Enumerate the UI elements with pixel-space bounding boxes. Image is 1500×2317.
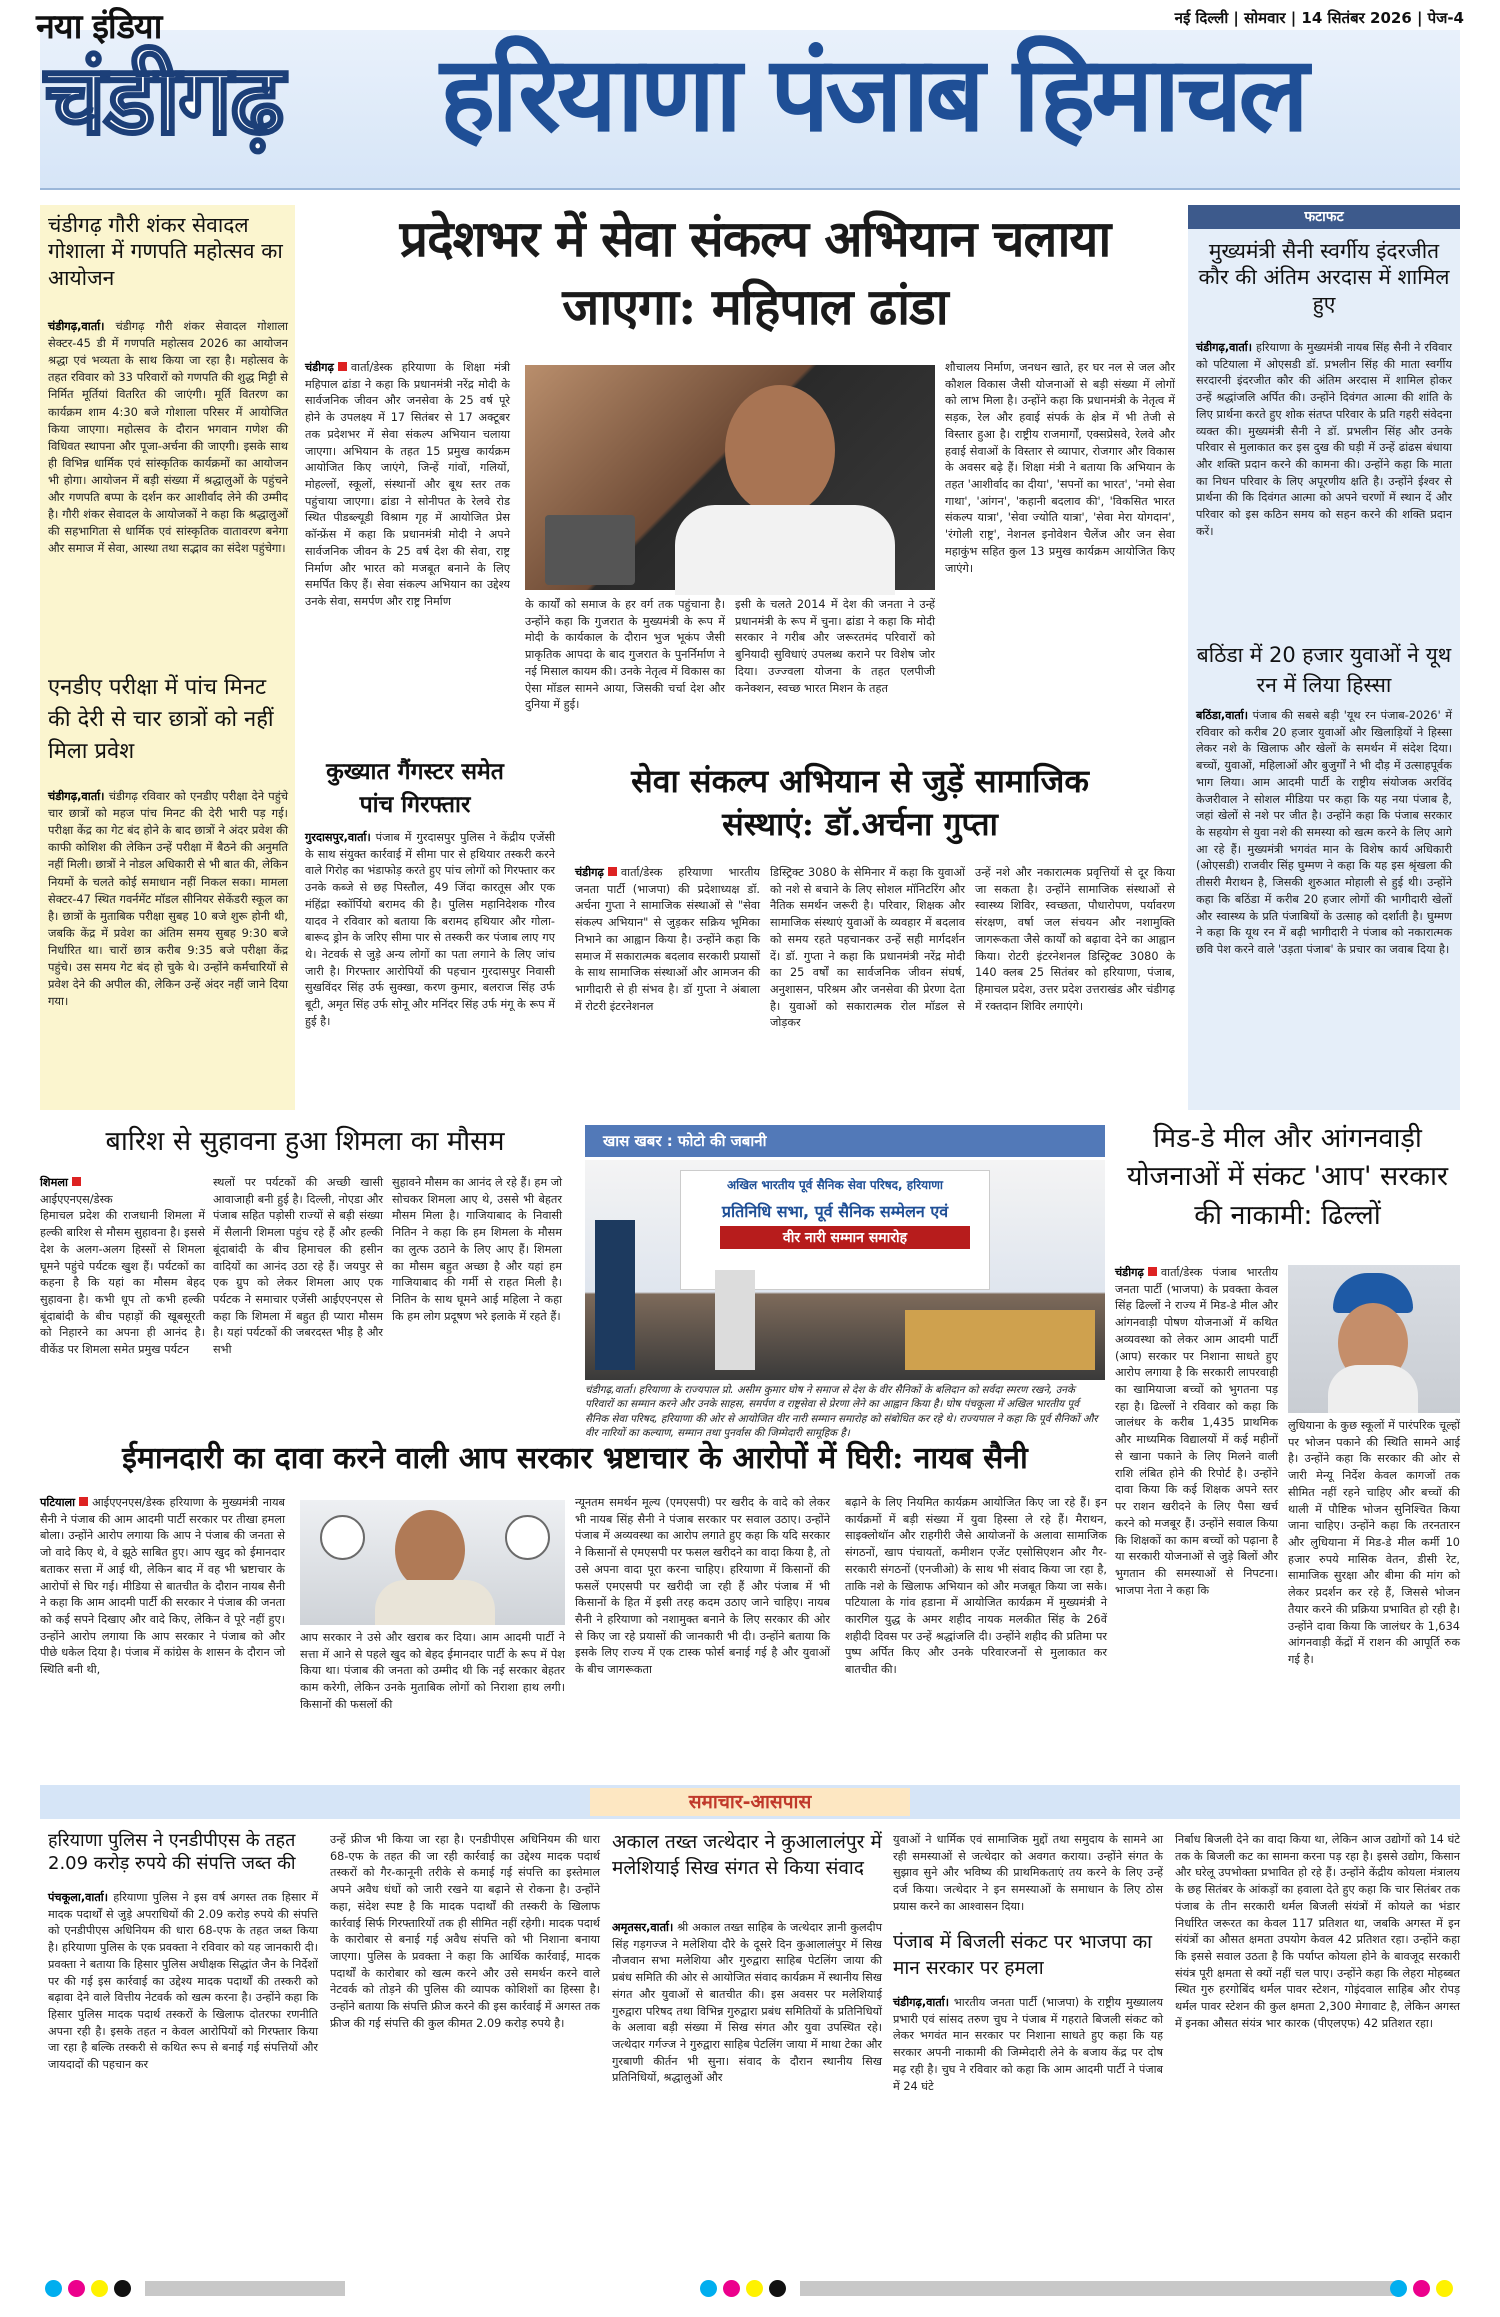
article-text: पंजाब की सबसे बड़ी 'यूथ रन पंजाब-2026' में रविवार को करीब 20 हजार युवाओं और खिलाड़ियों ने हिस्सा लेकर नशे के खिलाफ और खेलों के समर्थन में संदेश दिया। बच्चों, युवाओं, महिलाओं और बुजुर्गों ने भी दौड़ में उत्साहपूर्वक भाग लिया। आम आदमी पार्टी के राष्ट्रीय संयोजक अरविंद केजरीवाल ने सोशल मीडिया पर कहा कि यह नया पंजाब है, जहां खेलों से नशे पर जीत है। उन्होंने कहा कि पंजाब सरकार के सहयोग से युवा नशे की समस्या को खत्म करने के लिए आगे आ रहे हैं। मुख्यमंत्री भगवंत मान के विशेष कार्य अधिकारी (ओएसडी) राजवीर सिंह घुम्मण ने कहा कि यह इस श्रृंखला की तीसरी मैराथन है, जिसकी शुरुआत मोहाली से हुई थी। उन्होंने कहा कि बठिंडा में करीब 20 हजार लोगों की भागीदारी खेलों और स्वास्थ्य के प्रति पंजाबियों के उत्साह को दर्शाती है। घुम्मण ने कहा कि यूथ रन में बढ़ी भागीदारी ने पंजाब को नकारात्मक छवि पेश करने वाले 'उड़ता पंजाब' के प्रचार का जवाब दिया है। — [1196, 709, 1452, 957]
dateline-tag: चंडीगढ़,वार्ता। — [1196, 341, 1253, 354]
red-square-bullet-icon — [338, 362, 347, 371]
dateline-tag: चंडीगढ़,वार्ता। — [48, 789, 105, 803]
article-headline: एनडीए परीक्षा में पांच मिनट की देरी से चार छात्रों को नहीं मिला प्रवेश — [48, 675, 274, 764]
photo-caption: चंडीगढ़,वार्ता। हरियाणा के राज्यपाल प्रो. असीम कुमार घोष ने समाज से देश के वीर सैनिकों के बलिदान को सर्वदा स्मरण रखने, उनके परिवारों का सम्मान करने और उनके साहस, समर्पण व राष्ट्रसेवा से प्रेरणा लेने का आह्वान किया है। घोष पंचकूला में अखिल भारतीय पूर्व सैनिक सेवा परिषद, हरियाणा की ओर से आयोजित वीर नारी सम्मान समारोह को संबोधित कर रहे थे। राज्यपाल ने कहा कि पूर्व सैनिकों और वीर नारियों का कल्याण, सम्मान तथा पुनर्वास की जिम्मेदारी सामूहिक है। — [585, 1384, 1098, 1440]
article-text: हरियाणा के मुख्यमंत्री नायब सिंह सैनी ने रविवार को पटियाला में ओएसडी डॉ. प्रभलीन सिंह की माता स्वर्गीय सरदारनी इंदरजीत कौर की अंतिम अरदास में शामिल होकर उन्हें श्रद्धांजलि अर्पित की। उन्होंने दिवंगत आत्मा की शांति के लिए प्रार्थना करते हुए शोक संतप्त परिवार के प्रति गहरी संवेदना व्यक्त की। मुख्यमंत्री सैनी ने डॉ. प्रभलीन सिंह और उनके परिवार से मुलाकात कर इस दुख की घड़ी में उन्हें ढांढस बंधाया और शक्ति प्रदान करने की कामना की। उन्होंने कहा कि माता का निधन परिवार के लिए अपूरणीय क्षति है। उन्होंने ईश्वर से प्रार्थना की कि दिवंगत आत्मा को अपने चरणों में स्थान दें और परिवार को इस कठिन समय को सहन करने की शक्ति प्रदान करें। — [1196, 341, 1453, 538]
article-body: स्थलों पर पर्यटकों की अच्छी खासी आवाजाही बनी हुई है। दिल्ली, नोएडा और पंजाब सहित पड़ोसी राज्यों से बड़ी संख्या में सैलानी शिमला पहुंच रहे हैं और हल्की बूंदाबांदी के बीच हिमाचल की हसीन वादियों का आनंद उठा रहे हैं। जयपुर से एक ग्रुप को लेकर शिमला आए एक पर्यटक ने समाचार एजेंसी आईएएनएस से कहा कि शिमला में बहुत ही प्यारा मौसम है। यहां पर्यटकों की जबरदस्त भीड़ है और सभी — [213, 1176, 383, 1357]
article-headline: पंजाब में बिजली संकट पर भाजपा का मान सरकार पर हमला — [893, 1931, 1153, 1979]
article-body: के कार्यों को समाज के हर वर्ग तक पहुंचाना है। उन्होंने कहा कि गुजरात के मुख्यमंत्री के रूप में मोदी के कार्यकाल के दौरान भुज भूकंप जैसी प्राकृतिक आपदा के बाद गुजरात के पुनर्निर्माण ने नई मिसाल कायम की। उनके नेतृत्व में विकास का ऐसा मॉडल सामने आया, जिसकी चर्चा देश और दुनिया में हुई। — [525, 598, 725, 712]
article-body: इसी के चलते 2014 में देश की जनता ने उन्हें प्रधानमंत्री के रूप में चुना। ढांडा ने कहा कि मोदी सरकार ने गरीब और जरूरतमंद परिवारों को बुनियादी सुविधाएं उपलब्ध कराने पर विशेष जोर दिया। उज्ज्वला योजना के तहत एलपीजी कनेक्शन, स्वच्छ भारत मिशन के तहत — [735, 598, 935, 695]
dateline-tag: चंडीगढ़,वार्ता। — [48, 319, 105, 333]
article-headline: सेवा संकल्प अभियान से जुड़ें सामाजिक संस्थाएं: डॉ.अर्चना गुप्ता — [631, 762, 1089, 844]
article-headline: चंडीगढ़ गौरी शंकर सेवादल गोशाला में गणपति महोत्सव का आयोजन — [48, 213, 283, 290]
article-body: लुधियाना के कुछ स्कूलों में पारंपरिक चूल्हों पर भोजन पकाने की स्थिति सामने आई है। उन्होंने कहा कि सरकार की ओर से जारी मेन्यू निर्देश केवल कागजों तक सीमित नहीं रहने चाहिए और बच्चों की थाली में पौष्टिक भोजन सुनिश्चित किया जाना चाहिए। उन्होंने कहा कि तरनतारन और लुधियाना में मिड-डे मील कर्मी 10 हजार रुपये मासिक वेतन, डीसी रेट, सामाजिक सुरक्षा और बीमा की मांग को लेकर प्रदर्शन कर रहे हैं, जिससे भोजन तैयार करने की प्रक्रिया प्रभावित हो रही है। उन्होंने दावा किया कि जालंधर के 1,634 आंगनवाड़ी केंद्रों में राशन की आपूर्ति रुक गई है। — [1288, 1419, 1460, 1667]
article-headline: कुख्यात गैंगस्टर समेत पांच गिरफ्तार — [326, 758, 504, 819]
lead-headline: प्रदेशभर में सेवा संकल्प अभियान चलाया जाएगा: महिपाल ढांडा — [399, 209, 1111, 336]
red-square-bullet-icon — [72, 1177, 81, 1186]
section-label: खास खबर : फोटो की जबानी — [585, 1125, 1105, 1157]
article-headline: ईमानदारी का दावा करने वाली आप सरकार भ्रष्टाचार के आरोपों में घिरी: नायब सैनी — [122, 1441, 1028, 1476]
article-headline: मिड-डे मील और आंगनवाड़ी योजनाओं में संकट 'आप' सरकार की नाकामी: ढिल्लों — [1126, 1123, 1449, 1231]
dateline-tag: चंडीगढ़ — [575, 866, 604, 879]
article-body — [305, 830, 555, 1110]
article-body: सुहावने मौसम का आनंद ले रहे हैं। हम जो सोचकर शिमला आए थे, उससे भी बेहतर मौसम मिला है। गाजियाबाद के निवासी नितिन ने कहा कि हम शिमला के मौसम का लुत्फ उठाने के लिए आए हैं। शिमला का मौसम बहुत अच्छा है और यहां हम गाजियाबाद की गर्मी से राहत मिली है। नितिन के साथ घूमने आई महिला ने कहा कि हम लोग प्रदूषण भरे इलाके में रहते हैं। — [392, 1176, 562, 1323]
article-body: चंडीगढ़ वार्ता/डेस्क पंजाब भारतीय जनता पार्टी (भाजपा) के प्रवक्ता केवल सिंह ढिल्लों ने राज्य में मिड-डे मील और आंगनवाड़ी पोषण योजनाओं में कथित अव्यवस्था को लेकर आम आदमी पार्टी (आप) सरकार पर निशाना साधते हुए आरोप लगाया है कि सरकारी लापरवाही का खामियाजा बच्चों को भुगतना पड़ रहा है। ढिल्लों ने रविवार को कहा कि जालंधर के करीब 1,435 प्राथमिक और माध्यमिक विद्यालयों में कई महीनों से खाना पकाने के लिए मिलने वाली राशि लंबित होने की रिपोर्ट है। उन्होंने दावा किया कि कई शिक्षक अपने स्तर पर राशन खरीदने के लिए पैसा खर्च करने को मजबूर हैं। उन्होंने सवाल किया कि शिक्षकों का काम बच्चों को पढ़ाना है या सरकारी योजनाओं से जुड़े बिलों और भुगतान की समस्याओं से निपटना। भाजपा नेता ने कहा कि — [1115, 1266, 1278, 1597]
dateline-tag: गुरदासपुर,वार्ता। — [305, 831, 371, 844]
article-body: उन्हें नशे और नकारात्मक प्रवृत्तियों से दूर किया जा सकता है। उन्होंने सामाजिक संस्थाओं से स्वास्थ्य शिविर, स्वच्छता, पौधारोपण, पर्यावरण संरक्षण, वर्षा जल संचयन और नशामुक्ति जागरूकता जैसे कार्यों को बढ़ावा देने का आह्वान किया। रोटरी इंटरनेशनल डिस्ट्रिक्ट 3080 के 140 क्लब 25 सितंबर को हरियाणा, पंजाब, हिमाचल प्रदेश, उत्तर प्रदेश उत्तराखंड और चंडीगढ़ में रक्तदान शिविर लगाएंगे। — [975, 866, 1175, 1013]
article-body — [48, 318, 288, 658]
page-city-title: चंडीगढ़ — [45, 43, 283, 156]
article-body: शिमला आईएएनएस/डेस्क हिमाचल प्रदेश की राजधानी शिमला में हल्की बारिश से मौसम सुहावना है। इससे देश के अलग-अलग हिस्सों से शिमला घूमने पहुंचे पर्यटक खुश हैं। पर्यटकों का कहना है कि यहां का मौसम बेहद सुहावना है। कभी धूप तो कभी हल्की बूंदाबांदी के बीच पहाड़ों की खूबसूरती को निहारने का अपना ही आनंद है। वीकेंड पर शिमला समेत प्रमुख पर्यटन — [40, 1176, 205, 1357]
newspaper-brand: नया इंडिया — [36, 7, 162, 47]
dateline: नई दिल्ली | सोमवार | 14 सितंबर 2026 | पेज-4 — [1174, 9, 1464, 27]
article-body: न्यूनतम समर्थन मूल्य (एमएसपी) पर खरीद के वादे को लेकर भी नायब सिंह सैनी ने पंजाब सरकार पर सवाल उठाए। उन्होंने पंजाब में अव्यवस्था का आरोप लगाते हुए कहा कि यदि सरकार ने किसानों से एमएसपी पर फसल खरीदने का वादा किया है, तो उसे अपना वादा पूरा करना चाहिए। हरियाणा में किसानों की फसलें एमएसपी पर खरीदी जा रही हैं और पंजाब में भी किसानों के हित में इसी तरह कदम उठाए जाने चाहिए। नायब सैनी ने हरियाणा को नशामुक्त बनाने के लिए सरकार की ओर से किए जा रहे प्रयासों की जानकारी भी दी। उन्होंने बताया कि इसके लिए राज्य में एक टास्क फोर्स बनाई गई है और युवाओं के बीच जागरूकता — [575, 1496, 830, 1677]
article-headline: मुख्यमंत्री सैनी स्वर्गीय इंदरजीत कौर की अंतिम अरदास में शामिल हुए — [1198, 239, 1450, 316]
article-body — [48, 788, 288, 1106]
dateline-tag: चंडीगढ़ — [1115, 1266, 1144, 1279]
article-text: हरियाणा पुलिस ने इस वर्ष अगस्त तक हिसार में मादक पदार्थों से जुड़े अपराधियों की 2.09 करोड़ रुपये की संपत्ति को एनडीपीएस अधिनियम की धारा 68-एफ के तहत जब्त किया है। हरियाणा पुलिस के एक प्रवक्ता ने रविवार को यह जानकारी दी। प्रवक्ता ने बताया कि हिसार पुलिस अधीक्षक सिद्धांत जैन के निर्देशों पर की गई इस कार्रवाई का उद्देश्य मादक पदार्थों की तस्करी को बढ़ावा देने वाले वित्तीय नेटवर्क को खत्म करना है। उन्होंने कहा कि हिसार पुलिस मादक पदार्थ तस्करों के खिलाफ दोतरफा रणनीति अपना रही है। इसके तहत न केवल आरोपियों को गिरफ्तार किया जा रहा है बल्कि तस्करी से कथित रूप से बनाई गई संपत्तियों और जायदादों की पहचान कर — [48, 1891, 318, 2072]
article-body: बढ़ाने के लिए नियमित कार्यक्रम आयोजित किए जा रहे हैं। इन कार्यक्रमों में बड़ी संख्या में युवा हिस्सा ले रहे हैं। मैराथन, साइक्लोथॉन और राहगीरी जैसे आयोजनों के अलावा सामाजिक संगठनों, खाप पंचायतों, कमीशन एजेंट एसोसिएशन और गैर-सरकारी संगठनों (एनजीओ) के साथ भी संवाद किया जा रहा है, ताकि नशे के खिलाफ अभियान को और मजबूत किया जा सके। पटियाला के गांव हडाना में आयोजित कार्यक्रम में मुख्यमंत्री ने कारगिल युद्ध के अमर शहीद नायक मलकीत सिंह के 26वें शहीदी दिवस पर उन्हें श्रद्धांजलि दी। उन्होंने शहीद की प्रतिमा पर पुष्प अर्पित किए और उनके परिवारजनों से मुलाकात कर बातचीत की। — [845, 1496, 1107, 1677]
chief-minister-photo — [300, 1500, 565, 1625]
article-body — [1196, 708, 1452, 1106]
banner-title: अखिल भारतीय पूर्व सैनिक सेवा परिषद, हरियाणा — [726, 1178, 944, 1192]
red-square-bullet-icon — [1148, 1267, 1157, 1276]
article-headline: बठिंडा में 20 हजार युवाओं ने यूथ रन में लिया हिस्सा — [1196, 643, 1452, 698]
article-text: चंडीगढ़ रविवार को एनडीए परीक्षा देने पहुंचे चार छात्रों को महज पांच मिनट की देरी भारी पड़ गई। परीक्षा केंद्र का गेट बंद होने के बाद छात्रों ने अंदर प्रवेश की काफी कोशिश की लेकिन उन्हें परीक्षा में बैठने की अनुमति नहीं मिली। छात्रों ने नोडल अधिकारी से भी बात की, लेकिन नियमों के चलते कोई समाधान नहीं निकल सका। मामला सेक्टर-47 स्थित गवर्नमेंट मॉडल सीनियर सेकेंडरी स्कूल का है। छात्रों के मुताबिक परीक्षा सुबह 10 बजे शुरू होनी थी, जबकि केंद्र में प्रवेश का अंतिम समय सुबह 9:30 बजे निर्धारित था। चारों छात्र करीब 9:35 बजे परीक्षा केंद्र पहुंचे। उस समय गेट बंद हो चुके थे। उन्होंने कर्मचारियों से प्रवेश देने की अपील की, लेकिन उन्हें अंदर नहीं जाने दिया गया। — [48, 789, 289, 1009]
article-text: चंडीगढ़ गौरी शंकर सेवादल गोशाला सेक्टर-45 डी में गणपति महोत्सव 2026 का आयोजन श्रद्धा एवं भव्यता के साथ किया जा रहा है। महोत्सव के तहत रविवार को 33 परिवारों को गणपति की शुद्ध मिट्टी से निर्मित मूर्तियां वितरित की जाएंगी। मूर्ति वितरण का कार्यक्रम शाम 4:30 बजे गोशाला परिसर में आयोजित किया जाएगा। महोत्सव के दौरान भगवान गणेश की विधिवत स्थापना और पूजा-अर्चना की जाएगी। इसके साथ ही विभिन्न धार्मिक एवं सांस्कृतिक कार्यक्रमों का आयोजन भी होगा। आयोजन में बड़ी संख्या में श्रद्धालुओं के पहुंचने और गणपति बप्पा के दर्शन कर आशीर्वाद लेने की उम्मीद है। गौरी शंकर सेवादल के आयोजकों ने कहा कि श्रद्धालुओं की सहभागिता से धार्मिक एवं सांस्कृतिक वातावरण बनेगा और समाज में सेवा, आस्था तथा सद्भाव का संदेश पहुंचेगा। — [48, 319, 289, 556]
article-text: श्री अकाल तख्त साहिब के जत्थेदार ज्ञानी कुलदीप सिंह गड़गज्ज ने मलेशिया दौरे के दूसरे दिन कुआलालंपुर में सिख नौजवान सभा मलेशिया और गुरुद्वारा साहिब पेटलिंग जाया की प्रबंध समिति की ओर से आयोजित संवाद कार्यक्रम में स्थानीय सिख संगत और युवाओं से बातचीत की। इस अवसर पर मलेशियाई गुरुद्वारा परिषद तथा विभिन्न गुरुद्वारा प्रबंध समितियों के प्रतिनिधियों के अलावा बड़ी संख्या में सिख संगत और युवा उपस्थित रहे। जत्थेदार गर्गज्ज ने गुरुद्वारा साहिब पेटलिंग जाया में माथा टेका और गुरबाणी कीर्तन भी सुना। संवाद के दौरान स्थानीय सिख प्रतिनिधियों, श्रद्धालुओं और — [612, 1921, 882, 2085]
leader-photo — [1288, 1265, 1460, 1413]
dateline-tag: शिमला — [40, 1176, 68, 1189]
minister-photo — [525, 365, 935, 590]
article-body — [612, 1920, 882, 2265]
event-photo — [585, 1160, 1105, 1380]
red-square-bullet-icon — [79, 1497, 88, 1506]
article-body: डिस्ट्रिक्ट 3080 के सेमिनार में कहा कि युवाओं को नशे से बचाने के लिए सोशल मॉनिटरिंग और नैतिक समर्थन जरूरी है। परिवार, शिक्षक और सामाजिक संस्थाएं युवाओं के व्यवहार में बदलाव को समय रहते पहचानकर उन्हें सही मार्गदर्शन दें। डॉ. गुप्ता ने कहा कि प्रधानमंत्री नरेंद्र मोदी का 25 वर्षों का सार्वजनिक जीवन संघर्ष, अनुशासन, परिश्रम और जनसेवा की प्रेरणा देता है। युवाओं को सकारात्मक रोल मॉडल से जोड़कर — [770, 866, 965, 1030]
article-body: चंडीगढ़ वार्ता/डेस्क हरियाणा भारतीय जनता पार्टी (भाजपा) की प्रदेशाध्यक्ष डॉ. अर्चना गुप्ता ने सामाजिक संस्थाओं से "सेवा संकल्प अभियान" से जुड़कर सक्रिय भूमिका निभाने का आह्वान किया है। उन्होंने कहा कि समाज में सकारात्मक बदलाव सरकारी प्रयासों के साथ सामाजिक संस्थाओं और आमजन की भागीदारी से ही संभव है। डॉ गुप्ता ने अंबाला में रोटरी इंटरनेशनल — [575, 866, 760, 1013]
article-text: हरियाणा भारतीय जनता पार्टी (भाजपा) की प्रदेशाध्यक्ष डॉ. अर्चना गुप्ता ने सामाजिक संस्थाओं से "सेवा संकल्प अभियान" से जुड़कर सक्रिय भूमिका निभाने का आह्वान किया है। उन्होंने कहा कि समाज में सकारात्मक बदलाव सरकारी प्रयासों के साथ सामाजिक संस्थाओं और आमजन की भागीदारी से ही संभव है। डॉ गुप्ता ने अंबाला में रोटरी इंटरनेशनल — [575, 866, 760, 1013]
banner-title: प्रतिनिधि सभा, पूर्व सैनिक सम्मेलन एवं — [721, 1202, 949, 1221]
article-text: पंजाब में गुरदासपुर पुलिस ने केंद्रीय एजेंसी के साथ संयुक्त कार्रवाई में सीमा पार से हथियार तस्करी करने वाले गिरोह का भंडाफोड़ करते हुए पांच लोगों को गिरफ्तार कर उनके कब्जे से छह पिस्तौल, 49 जिंदा कारतूस और एक मंहिंद्रा स्कॉर्पियो बरामद की है। पुलिस महानिदेशक गौरव यादव ने रविवार को बताया कि बरामद हथियार और गोला-बारूद ड्रोन के जरिए सीमा पार से तस्करी कर पंजाब लाए गए थे। नेटवर्क से जुड़े अन्य लोगों का पता लगाने के लिए जांच जारी है। गिरफ्तार आरोपियों की पहचान गुरदासपुर निवासी सुखविंदर सिंह उर्फ सुक्खा, करण कुमार, बलराज सिंह उर्फ बूटी, अमृत सिंह उर्फ सोनू और मनिंदर सिंह उर्फ मंगू के रूप में हुई है। — [305, 831, 556, 1028]
article-body — [48, 1890, 318, 2265]
article-text: पंजाब भारतीय जनता पार्टी (भाजपा) के प्रवक्ता केवल सिंह ढिल्लों ने राज्य में मिड-डे मील और आंगनवाड़ी पोषण योजनाओं में कथित अव्यवस्था को लेकर आम आदमी पार्टी (आप) सरकार पर निशाना साधते हुए आरोप लगाया है कि सरकारी लापरवाही का खामियाजा बच्चों को भुगतना पड़ रहा है। ढिल्लों ने रविवार को कहा कि जालंधर के करीब 1,435 प्राथमिक और माध्यमिक विद्यालयों में कई महीनों से खाना पकाने के लिए मिलने वाली राशि लंबित होने की रिपोर्ट है। उन्होंने दावा किया कि कई शिक्षक अपने स्तर पर राशन खरीदने के लिए पैसा खर्च करने को मजबूर हैं। उन्होंने सवाल किया कि शिक्षकों का काम बच्चों को पढ़ाना है या सरकारी योजनाओं से जुड़े बिलों और भुगतान की समस्याओं से निपटना। भाजपा नेता ने कहा कि — [1115, 1266, 1278, 1597]
article-body — [1196, 340, 1452, 630]
dateline-tag: चंडीगढ़,वार्ता। — [893, 1996, 950, 2009]
dateline-tag: चंडीगढ़ — [305, 361, 334, 374]
article-body: पटियाला आईएएनएस/डेस्क हरियाणा के मुख्यमंत्री नायब सैनी ने पंजाब की आम आदमी पार्टी सरकार पर तीखा हमला बोला। उन्होंने आरोप लगाया कि आप ने पंजाब की जनता से जो वादे किए थे, वे झूठे साबित हुए। आप खुद को ईमानदार बताकर सत्ता में आई थी, लेकिन बाद में वह भी भ्रष्टाचार के आरोपों से घिर गई। मीडिया से बातचीत के दौरान नायब सैनी ने कहा कि आम आदमी पार्टी की सरकार ने पंजाब की जनता को कई सपने दिखाए और वादे किए, लेकिन वे पूरे नहीं हुए। उन्होंने आरोप लगाया कि आप सरकार ने पंजाब को और पीछे धकेल दिया है। पंजाब में कांग्रेस के शासन के दौरान जो स्थिति बनी थी, — [40, 1496, 286, 1677]
article-body: उन्हें फ्रीज भी किया जा रहा है। एनडीपीएस अधिनियम की धारा 68-एफ के तहत की जा रही कार्रवाई का उद्देश्य मादक पदार्थ तस्करों को गैर-कानूनी तरीके से कमाई गई संपत्ति का इस्तेमाल अपने अवैध धंधों को जारी रखने या बढ़ाने से रोकना है। उन्होंने कहा, संदेश स्पष्ट है कि मादक पदार्थों की तस्करी के खिलाफ कार्रवाई सिर्फ गिरफ्तारियों तक ही सीमित नहीं रहेगी। मादक पदार्थ के कारोबार से बनाई गई अवैध संपत्ति को भी निशाना बनाया जाएगा। पुलिस के प्रवक्ता ने कहा कि आर्थिक कार्रवाई, मादक पदार्थों के कारोबार को खत्म करने और उसे समर्थन करने वाले नेटवर्क को तोड़ने की पुलिस की व्यापक कोशिशों का हिस्सा है। उन्होंने बताया कि संपत्ति फ्रीज करने की इस कार्रवाई में अगस्त तक फ्रीज की गई संपत्ति की कुल कीमत 2.09 करोड़ रुपये है। — [330, 1833, 600, 2030]
article-body: युवाओं ने धार्मिक एवं सामाजिक मुद्दों तथा समुदाय के सामने आ रही समस्याओं से जत्थेदार को अवगत कराया। उन्होंने संगत के सुझाव सुने और भविष्य की प्राथमिकताएं तय करने के लिए उन्हें दर्ज किया। जत्थेदार ने इन समस्याओं के समाधान के लिए ठोस प्रयास करने का आश्वासन दिया। — [893, 1833, 1163, 1913]
article-headline: बारिश से सुहावना हुआ शिमला का मौसम — [105, 1126, 505, 1157]
article-body: चंडीगढ़ वार्ता/डेस्क हरियाणा के शिक्षा मंत्री महिपाल ढांडा ने कहा कि प्रधानमंत्री नरेंद्र मोदी के सार्वजनिक जीवन और जनसेवा के 25 वर्ष पूरे होने के उपलक्ष्य में 17 सितंबर से 17 अक्टूबर तक प्रदेशभर में सेवा संकल्प अभियान चलाया जाएगा। अभियान के तहत 15 प्रमुख कार्यक्रम आयोजित किए जाएंगे, जिन्हें गांवों, गलियों, मोहल्लों, स्कूलों, संस्थानों और बूथ स्तर तक पहुंचाया जाएगा। ढांडा ने सोनीपत के रेलवे रोड स्थित पीडब्ल्यूडी विश्राम गृह में आयोजित प्रेस कॉन्फ्रेंस में कहा कि प्रधानमंत्री मोदी ने अपने सार्वजनिक जीवन के 25 वर्ष देश की सेवा, राष्ट्र निर्माण और भारत को मजबूत बनाने के लिए समर्पित किए हैं। सेवा संकल्प अभियान का उद्देश्य उनके सेवा, समर्पण और राष्ट्र निर्माण — [305, 361, 510, 609]
banner-title: वीर नारी सम्मान समारोह — [720, 1226, 970, 1249]
article-text: हरियाणा के शिक्षा मंत्री महिपाल ढांडा ने कहा कि प्रधानमंत्री नरेंद्र मोदी के सार्वजनिक जीवन और जनसेवा के 25 वर्ष पूरे होने के उपलक्ष्य में 17 सितंबर से 17 अक्टूबर तक प्रदेशभर में सेवा संकल्प अभियान चलाया जाएगा। अभियान के तहत 15 प्रमुख कार्यक्रम आयोजित किए जाएंगे, जिन्हें गांवों, गलियों, मोहल्लों, स्कूलों, संस्थानों और बूथ स्तर तक पहुंचाया जाएगा। ढांडा ने सोनीपत के रेलवे रोड स्थित पीडब्ल्यूडी विश्राम गृह में आयोजित प्रेस कॉन्फ्रेंस में कहा कि प्रधानमंत्री मोदी ने अपने सार्वजनिक जीवन के 25 वर्ष देश की सेवा, राष्ट्र निर्माण और भारत को मजबूत बनाने के लिए समर्पित किए हैं। सेवा संकल्प अभियान का उद्देश्य उनके सेवा, समर्पण और राष्ट्र निर्माण — [305, 361, 510, 609]
article-headline: हरियाणा पुलिस ने एनडीपीएस के तहत 2.09 करोड़ रुपये की संपत्ति जब्त की — [48, 1830, 296, 1874]
dateline-tag: बठिंडा,वार्ता। — [1196, 709, 1249, 722]
article-text: हरियाणा के मुख्यमंत्री नायब सैनी ने पंजाब की आम आदमी पार्टी सरकार पर तीखा हमला बोला। उन्होंने आरोप लगाया कि आप ने पंजाब की जनता से जो वादे किए थे, वे झूठे साबित हुए। आप खुद को ईमानदार बताकर सत्ता में आई थी, लेकिन बाद में वह भी भ्रष्टाचार के आरोपों से घिर गई। मीडिया से बातचीत के दौरान नायब सैनी ने कहा कि आम आदमी पार्टी की सरकार ने पंजाब की जनता को कई सपने दिखाए और वादे किए, लेकिन वे पूरे नहीं हुए। उन्होंने आरोप लगाया कि आप सरकार ने पंजाब को और पीछे धकेल दिया है। पंजाब में कांग्रेस के शासन के दौरान जो स्थिति बनी थी, — [40, 1496, 286, 1677]
article-text: हिमाचल प्रदेश की राजधानी शिमला में हल्की बारिश से मौसम सुहावना है। इससे देश के अलग-अलग हिस्सों से शिमला घूमने पहुंचे पर्यटक खुश हैं। पर्यटकों का कहना है कि यहां का मौसम बेहद सुहावना है। कभी धूप तो कभी हल्की बूंदाबांदी के बीच पहाड़ों की खूबसूरती को निहारने का अपना ही आनंद है। वीकेंड पर शिमला समेत प्रमुख पर्यटन — [40, 1209, 205, 1357]
article-body: आप सरकार ने उसे और खराब कर दिया। आम आदमी पार्टी ने सत्ता में आने से पहले खुद को बेहद ईमानदार पार्टी के रूप में पेश किया था। पंजाब की जनता को उम्मीद थी कि नई सरकार बेहतर काम करेगी, लेकिन उनके मुताबिक लोगों को निराशा हाथ लगी। किसानों की फसलों की — [300, 1631, 565, 1711]
dateline-tag: पंचकूला,वार्ता। — [48, 1891, 108, 1904]
dateline-tag: अमृतसर,वार्ता। — [612, 1921, 674, 1934]
article-body: शौचालय निर्माण, जनधन खाते, हर घर नल से जल और कौशल विकास जैसी योजनाओं से बड़ी संख्या में लोगों को लाभ मिला है। उन्होंने कहा कि प्रधानमंत्री के नेतृत्व में सड़क, रेल और हवाई संपर्क के क्षेत्र में भी तेजी से विस्तार हुआ है। राष्ट्रीय राजमार्गों, एक्सप्रेसवे, रेलवे और हवाई सेवाओं के विस्तार से व्यापार, रोजगार और विकास के अवसर बढ़े हैं। शिक्षा मंत्री ने बताया कि अभियान के तहत 'आशीर्वाद का दीया', 'सपनों का भारत', 'नमो सेवा गाथा', 'आंगन', 'कहानी बदलाव की', 'विकसित भारत संकल्प यात्रा', 'सेवा ज्योति यात्रा', 'सेवा मेरा योगदान', 'रंगोली राष्ट्र', नेशनल इनोवेशन चैलेंज और जन सेवा महाकुंभ सहित कुल 13 प्रमुख कार्यक्रम आयोजित किए जाएंगे। — [945, 361, 1175, 575]
article-headline: अकाल तख्त जत्थेदार ने कुआलालंपुर में मलेशियाई सिख संगत से किया संवाद — [612, 1831, 882, 1879]
article-body: निर्बाध बिजली देने का वादा किया था, लेकिन आज उद्योगों को 14 घंटे तक के बिजली कट का सामना करना पड़ रहा है। इससे उद्योग, किसान और घरेलू उपभोक्ता प्रभावित हो रहे हैं। उन्होंने केंद्रीय कोयला मंत्रालय के छह सितंबर के आंकड़ों का हवाला देते हुए कहा कि चार सितंबर तक पंजाब के तीन सरकारी थर्मल बिजली संयंत्रों में कोयले का भंडार निर्धारित जरूरत का केवल 117 प्रतिशत था, जबकि अगस्त में इन संयंत्रों का औसत क्षमता उपयोग केवल 42 प्रतिशत रहा। उन्होंने कहा कि इससे सवाल उठता है कि पर्याप्त कोयला होने के बावजूद सरकारी संयंत्र पूरी क्षमता से क्यों नहीं चल पाए। उन्होंने कहा कि लेहरा मोहब्बत स्थित गुरु हरगोबिंद थर्मल पावर स्टेशन, गोइंदवाल साहिब और रोपड़ थर्मल पावर स्टेशन की कुल क्षमता 2,300 मेगावाट है, लेकिन अगस्त में इनका औसत संयंत्र भार कारक (पीएलएफ) 42 प्रतिशत रहा। — [1175, 1833, 1460, 2030]
red-square-bullet-icon — [608, 867, 617, 876]
dateline-tag: पटियाला — [40, 1496, 76, 1509]
section-label: समाचार-आसपास — [590, 1788, 910, 1816]
section-label: फटाफट — [1188, 205, 1460, 229]
page-states-title: हरियाणा पंजाब हिमाचल — [440, 33, 1305, 155]
article-body — [893, 1995, 1163, 2265]
article-text: भारतीय जनता पार्टी (भाजपा) के राष्ट्रीय मुख्यालय प्रभारी एवं सांसद तरुण चुघ ने पंजाब में गहराते बिजली संकट को लेकर भगवंत मान सरकार पर निशाना साधते हुए कहा कि यह सरकार अपनी नाकामी की जिम्मेदारी लेने के बजाय केंद्र पर दोष मढ़ रही है। चुघ ने रविवार को कहा कि आम आदमी पार्टी ने पंजाब में 24 घंटे — [893, 1996, 1163, 2093]
